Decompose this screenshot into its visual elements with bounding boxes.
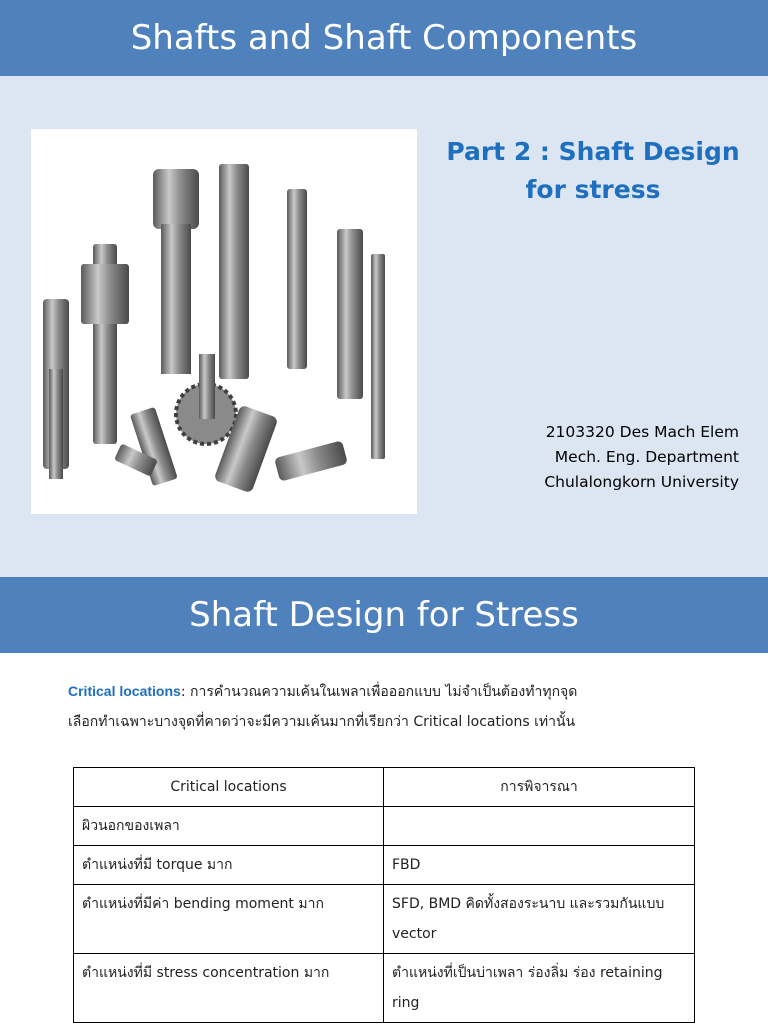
header-consideration: การพิจารณา (384, 768, 695, 807)
part-title-line2: for stress (525, 175, 661, 204)
part-title-line1: Part 2 : Shaft Design (446, 137, 740, 166)
slide-1-title: Shafts and Shaft Components (0, 0, 768, 76)
intro-text-1: : การคำนวณความเค้นในเพลาเพื่อออกแบบ ไม่จำเป็นต้องทำทุกจุด (180, 684, 578, 700)
table-row (74, 954, 695, 1023)
critical-locations-table (73, 767, 695, 1023)
table-cell: FBD (384, 846, 695, 885)
header-critical-locations: Critical locations (74, 768, 384, 807)
table-cell: ตำแหน่งที่มี torque มาก (74, 846, 384, 885)
table-cell: ผิวนอกของเพลา (74, 807, 384, 846)
table-cell: SFD, BMD คิดทั้งสองระนาบ และรวมกันแบบ vector (384, 885, 695, 954)
university: Chulalongkorn University (544, 473, 739, 491)
intro-line-2: เลือกทำเฉพาะบางจุดที่คาดว่าจะมีความเค้นมากที่เรียกว่า Critical locations เท่านั้น (68, 714, 576, 730)
table-cell: ตำแหน่งที่มีค่า bending moment มาก (74, 885, 384, 954)
table-cell: ตำแหน่งที่เป็นบ่าเพลา ร่องลิ่ม ร่อง retaining ring (384, 954, 695, 1023)
course-info (544, 420, 739, 495)
table-cell: ตำแหน่งที่มี stress concentration มาก (74, 954, 384, 1023)
slide-2-title: Shaft Design for Stress (0, 577, 768, 653)
table-row (74, 846, 695, 885)
table-row (74, 807, 695, 846)
table-cell (384, 807, 695, 846)
intro-line-1 (68, 676, 728, 707)
intro-paragraph (68, 676, 728, 737)
intro-keyword: Critical locations (68, 683, 181, 699)
table-row (74, 885, 695, 954)
shafts-photo (31, 129, 417, 514)
department: Mech. Eng. Department (554, 448, 739, 466)
course-code: 2103320 Des Mach Elem (545, 423, 739, 441)
table-header-row (74, 768, 695, 807)
part-title (428, 133, 758, 209)
